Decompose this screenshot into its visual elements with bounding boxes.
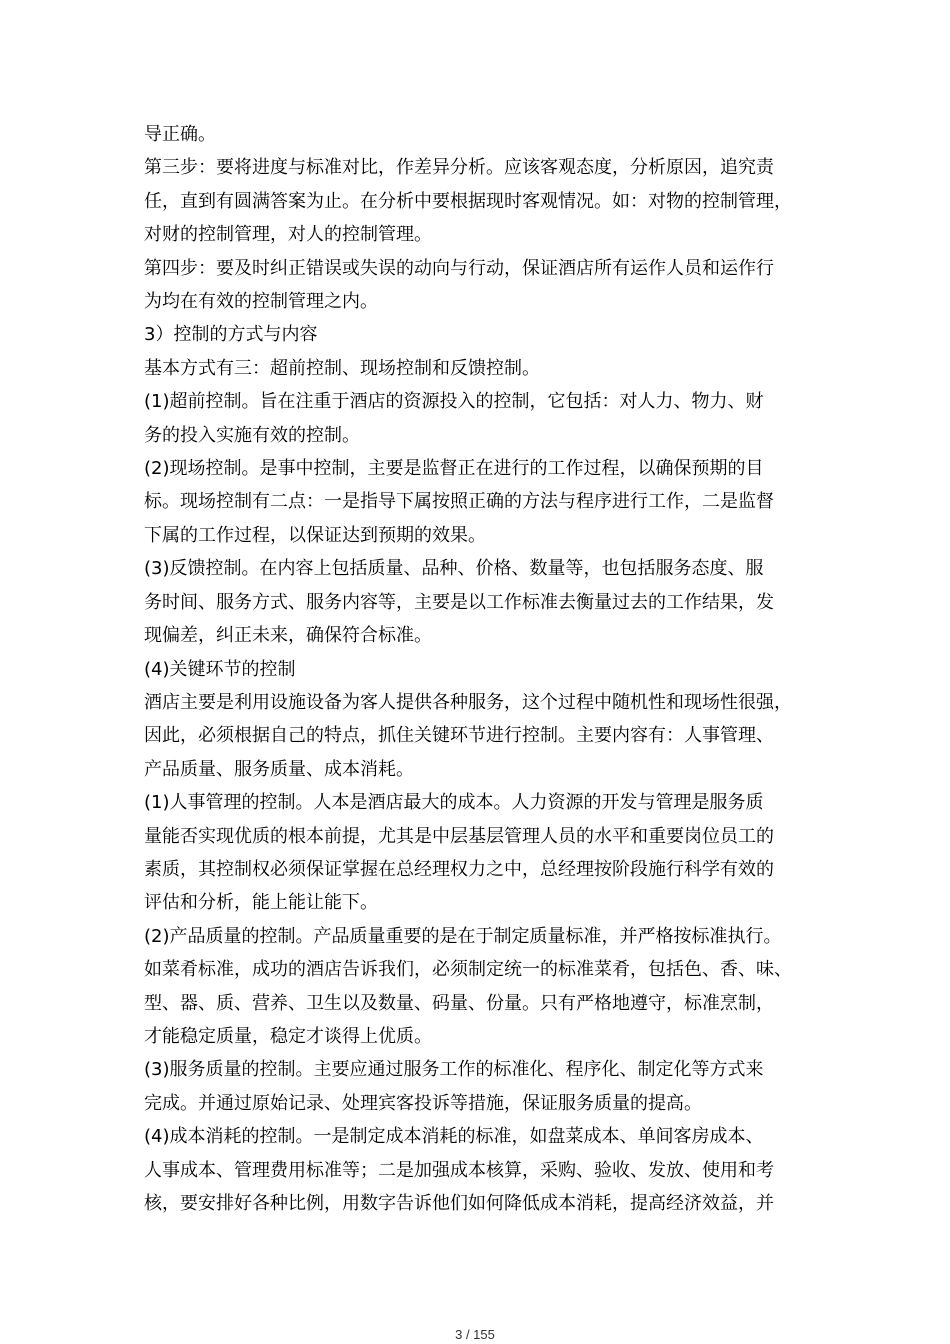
text-line: 基本方式有三：超前控制、现场控制和反馈控制。 xyxy=(144,357,540,379)
text-line: 为均在有效的控制管理之内。 xyxy=(144,291,378,313)
text-line: 第四步：要及时纠正错误或失误的动向与行动，保证酒店所有运作人员和运作行 xyxy=(144,257,774,279)
text-line: 完成。并通过原始记录、处理宾客投诉等措施，保证服务质量的提高。 xyxy=(144,1092,702,1114)
text-line: 对财的控制管理，对人的控制管理。 xyxy=(144,224,432,246)
text-line: 才能稳定质量，稳定才谈得上优质。 xyxy=(144,1025,432,1047)
body-text xyxy=(144,118,824,1220)
text-line: 标。现场控制有二点：一是指导下属按照正确的方法与程序进行工作，二是监督 xyxy=(144,491,774,513)
page-number: 3 / 155 xyxy=(455,1327,495,1342)
text-line: 任，直到有圆满答案为止。在分析中要根据现时客观情况。如：对物的控制管理， xyxy=(144,190,792,212)
text-line: (1)人事管理的控制。人本是酒店最大的成本。人力资源的开发与管理是服务质 xyxy=(144,792,764,814)
section-heading: 3）控制的方式与内容 xyxy=(144,324,318,346)
text-line: 务时间、服务方式、服务内容等，主要是以工作标准去衡量过去的工作结果，发 xyxy=(144,591,774,613)
text-line: 如菜肴标准，成功的酒店告诉我们，必须制定统一的标准菜肴，包括色、香、味、 xyxy=(144,959,792,981)
text-line: 务的投入实施有效的控制。 xyxy=(144,424,360,446)
text-line: 导正确。 xyxy=(144,124,216,145)
text-line: 评估和分析，能上能让能下。 xyxy=(144,892,378,914)
text-line: 型、器、质、营养、卫生以及数量、码量、份量。只有严格地遵守，标准烹制， xyxy=(144,992,774,1014)
text-line: (2)现场控制。是事中控制，主要是监督正在进行的工作过程，以确保预期的目 xyxy=(144,458,764,480)
text-line: 人事成本、管理费用标准等；二是加强成本核算，采购、验收、发放、使用和考 xyxy=(144,1159,774,1181)
text-line: 核，要安排好各种比例，用数字告诉他们如何降低成本消耗，提高经济效益，并 xyxy=(144,1193,774,1214)
text-line: 产品质量、服务质量、成本消耗。 xyxy=(144,758,414,780)
text-line: 现偏差，纠正未来，确保符合标准。 xyxy=(144,625,432,647)
text-line: (1)超前控制。旨在注重于酒店的资源投入的控制，它包括：对人力、物力、财 xyxy=(144,391,764,413)
text-line: (2)产品质量的控制。产品质量重要的是在于制定质量标准，并严格按标准执行。 xyxy=(144,925,782,947)
text-line: 因此，必须根据自己的特点，抓住关键环节进行控制。主要内容有：人事管理、 xyxy=(144,725,774,747)
text-line: 第三步：要将进度与标准对比，作差异分析。应该客观态度，分析原因，追究责 xyxy=(144,157,774,179)
text-line: (3)反馈控制。在内容上包括质量、品种、价格、数量等，也包括服务态度、服 xyxy=(144,558,764,580)
text-line: 酒店主要是利用设施设备为客人提供各种服务，这个过程中随机性和现场性很强， xyxy=(144,691,792,713)
text-line: 素质，其控制权必须保证掌握在总经理权力之中，总经理按阶段施行科学有效的 xyxy=(144,858,774,880)
text-line: 量能否实现优质的根本前提，尤其是中层基层管理人员的水平和重要岗位员工的 xyxy=(144,825,774,847)
text-line: 下属的工作过程，以保证达到预期的效果。 xyxy=(144,524,486,546)
subsection-heading: (4)关键环节的控制 xyxy=(144,658,296,680)
text-line: (3)服务质量的控制。主要应通过服务工作的标准化、程序化、制定化等方式来 xyxy=(144,1059,764,1081)
text-line: (4)成本消耗的控制。一是制定成本消耗的标准，如盘菜成本、单间客房成本、 xyxy=(144,1126,764,1148)
